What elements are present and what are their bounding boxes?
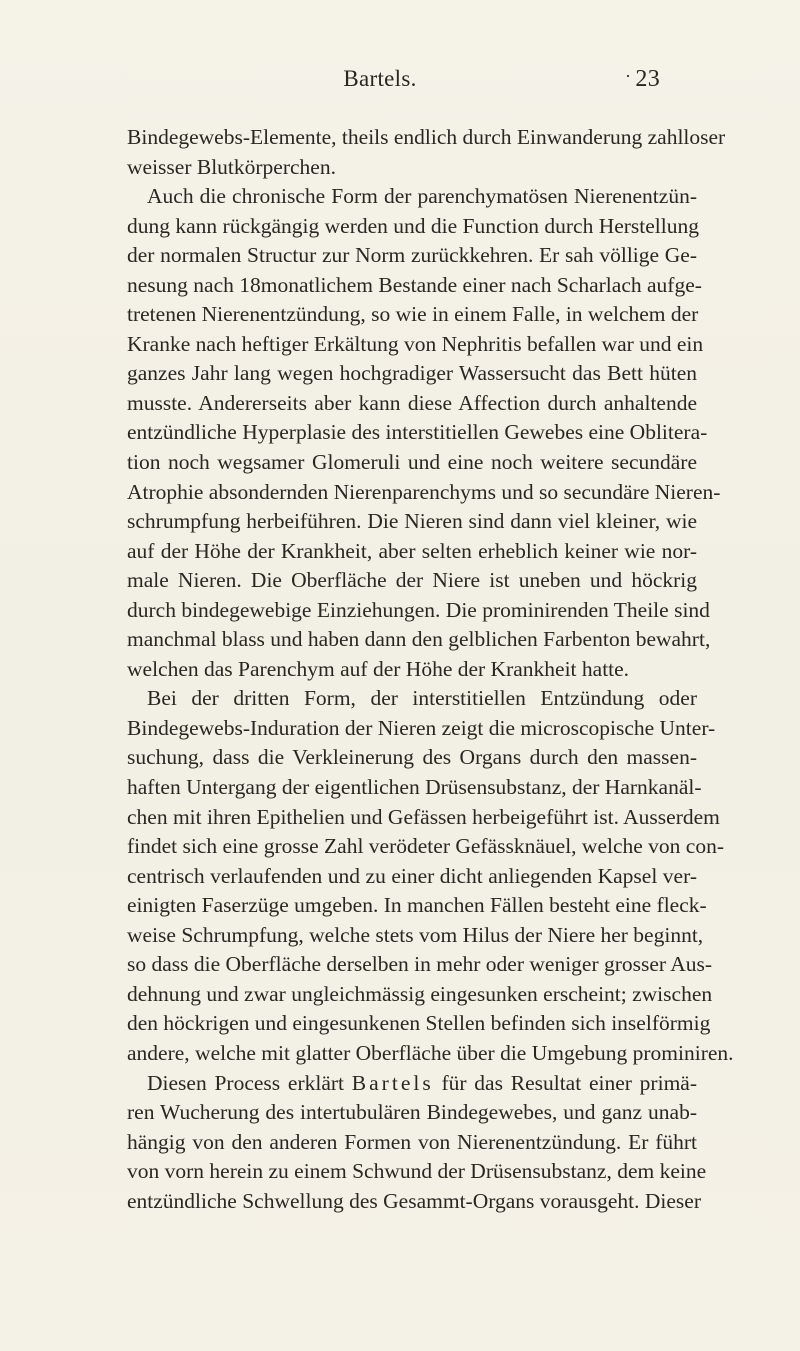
text-line: so dass die Oberfläche derselben in mehr oder weniger grosser Aus-	[127, 952, 713, 977]
page-number: 23	[635, 66, 660, 92]
text-line: dung kann rückgängig werden und die Function durch Herstellung	[127, 213, 700, 238]
text-line: Bindegewebs-Elemente, theils endlich durch Einwanderung zahlloser	[127, 125, 726, 149]
text-line: tion noch wegsamer Glomeruli und eine noch weitere secundäre	[127, 450, 697, 475]
running-header	[100, 66, 660, 96]
text-line: andere, welche mit glatter Oberfläche über die Umgebung prominiren.	[127, 1040, 734, 1065]
text-line: entzündliche Hyperplasie des interstitiellen Gewebes eine Oblitera-	[127, 420, 708, 445]
text-line: schrumpfung herbeiführen. Die Nieren sind dann viel kleiner, wie	[127, 509, 697, 534]
text-line: durch bindegewebige Einziehungen. Die prominirenden Theile sind	[127, 597, 710, 622]
text-line: findet sich eine grosse Zahl verödeter Gefässknäuel, welche von con-	[127, 834, 724, 859]
text-line: von vorn herein zu einem Schwund der Drüsensubstanz, dem keine	[127, 1159, 707, 1184]
text-line: weisser Blutkörperchen.	[127, 154, 336, 179]
text-line: tretenen Nierenentzündung, so wie in einem Falle, in welchem der	[127, 302, 699, 327]
text-line: dehnung und zwar ungleichmässig eingesunken erscheint; zwischen	[127, 981, 713, 1006]
text-line: male Nieren. Die Oberfläche der Niere ist uneben und höckrig	[127, 568, 697, 593]
text-line: den höckrigen und eingesunkenen Stellen befinden sich inselförmig	[127, 1011, 711, 1036]
author-name-spaced: Bartels	[351, 1070, 434, 1095]
body-text	[127, 123, 734, 1216]
text-line: weise Schrumpfung, welche stets vom Hilus der Niere her beginnt,	[127, 922, 704, 947]
text-line: ren Wucherung des intertubulären Bindegewebes, und ganz unab-	[127, 1100, 697, 1125]
text-line: entzündliche Schwellung des Gesammt-Organs vorausgeht. Dieser	[127, 1188, 701, 1213]
text-line: auf der Höhe der Krankheit, aber selten erheblich keiner wie nor-	[127, 538, 697, 563]
running-title: Bartels.	[343, 66, 417, 91]
header-mark: ·	[625, 66, 632, 86]
text-line: hängig von den anderen Formen von Nierenentzündung. Er führt	[127, 1129, 697, 1154]
text-line: chen mit ihren Epithelien und Gefässen herbeigeführt ist. Ausserdem	[127, 804, 720, 829]
text-line: haften Untergang der eigentlichen Drüsensubstanz, der Harnkanäl-	[127, 775, 702, 800]
text-line: Atrophie absondernden Nierenparenchyms und so secundäre Nieren-	[127, 479, 721, 504]
text-fragment: für das Resultat einer primä-	[441, 1070, 697, 1095]
text-line: der normalen Structur zur Norm zurückkehren. Er sah völlige Ge-	[127, 243, 697, 268]
text-line: Kranke nach heftiger Erkältung von Nephritis befallen war und ein	[127, 331, 704, 356]
text-line: einigten Faserzüge umgeben. In manchen Fällen besteht eine fleck-	[127, 893, 707, 918]
text-line: Bei der dritten Form, der interstitiellen Entzündung oder	[147, 686, 697, 711]
text-line: Bindegewebs-Induration der Nieren zeigt die microscopische Unter-	[127, 715, 716, 740]
text-line: Auch die chronische Form der parenchymatösen Nierenentzün-	[147, 184, 697, 209]
text-line: musste. Andererseits aber kann diese Affection durch anhaltende	[127, 390, 697, 415]
text-line: ganzes Jahr lang wegen hochgradiger Wassersucht das Bett hüten	[127, 361, 697, 386]
text-line-with-author	[127, 1069, 697, 1099]
text-line: welchen das Parenchym auf der Höhe der Krankheit hatte.	[127, 656, 630, 681]
text-line: centrisch verlaufenden und zu einer dicht anliegenden Kapsel ver-	[127, 863, 697, 888]
text-line: suchung, dass die Verkleinerung des Organs durch den massen-	[127, 745, 697, 770]
text-line: nesung nach 18monatlichem Bestande einer nach Scharlach aufge-	[127, 272, 702, 297]
text-line: manchmal blass und haben dann den gelblichen Farbenton bewahrt,	[127, 627, 711, 652]
text-fragment: Diesen Process erklärt	[147, 1070, 345, 1095]
